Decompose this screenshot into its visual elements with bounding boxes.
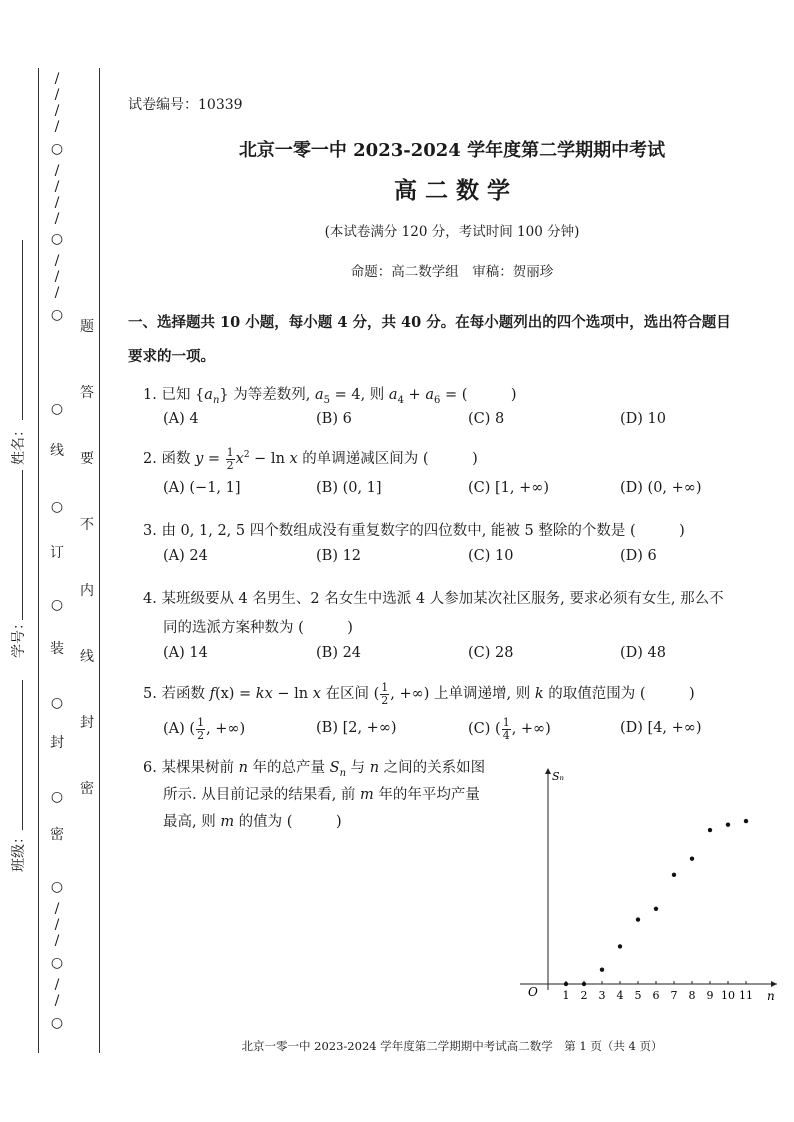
- q1-option-c: (C) 8: [468, 411, 505, 427]
- q3-option-b: (B) 12: [316, 548, 362, 564]
- data-point: [672, 873, 676, 877]
- q2-option-c: (C) [1, +∞): [468, 480, 550, 496]
- data-point: [564, 982, 568, 986]
- x-axis-arrow: [771, 981, 777, 987]
- inner-char-8: 密: [80, 781, 94, 797]
- data-point: [618, 944, 622, 948]
- x-tick-label: 4: [616, 989, 624, 1002]
- q3-option-d: (D) 6: [620, 548, 657, 564]
- x-tick-label: 8: [688, 989, 696, 1002]
- q5-interval-fraction: $\frac{1}{2}$: [381, 681, 389, 707]
- data-point: [708, 828, 712, 832]
- exam-code: 试卷编号：10339: [128, 97, 243, 113]
- subject-title: 高 二 数 学: [393, 177, 511, 204]
- question-1: 1. 已知 $\{a_n\}$ 为等差数列, $a_5 = 4$, 则 $a_4 + a_6$ = ( ): [143, 387, 517, 406]
- q5-option-c: (C) ( $\frac{1}{4}$ , +∞): [468, 716, 551, 742]
- inner-char-1: 题: [80, 319, 94, 335]
- page-footer: 北京一零一中 2023-2024 学年度第二学期期中考试高二数学 第 1 页（共 4 页）: [241, 1039, 663, 1053]
- class-field-label: 班级：: [11, 830, 27, 872]
- x-tick-label: 7: [670, 989, 678, 1002]
- question-4-line1: 4. 某班级要从 4 名男生、2 名女生中选派 4 人参加某次社区服务, 要求必须有女生, 那么不: [143, 591, 724, 607]
- exam-title: 北京一零一中 2023-2024 学年度第二学期期中考试: [238, 140, 666, 161]
- inner-char-3: 要: [80, 451, 94, 467]
- question-6-line2: 所示. 从目前记录的结果看, 前 m 年的年平均产量: [163, 787, 480, 803]
- question-5: 5. 若函数 f(x) = kx − ln x 在区间 ( $\frac{1}{2}$ , +∞) 上单调递增, 则 k 的取值范围为 ( ): [143, 681, 695, 707]
- x-axis-label: n: [767, 989, 775, 1003]
- data-point: [582, 982, 586, 986]
- q4-option-a: (A) 14: [163, 645, 208, 661]
- x-tick-label: 11: [739, 989, 753, 1002]
- outer-char-2: 订: [50, 545, 64, 561]
- q5-option-b: (B) [2, +∞): [316, 720, 397, 736]
- data-point: [726, 822, 730, 826]
- class-field-line[interactable]: [22, 680, 23, 830]
- q1-option-b: (B) 6: [316, 411, 352, 427]
- outer-char-5: 密: [50, 827, 64, 843]
- inner-char-2: 答: [80, 385, 94, 401]
- x-tick-label: 6: [652, 989, 660, 1002]
- data-point: [654, 907, 658, 911]
- inner-char-6: 线: [80, 649, 94, 665]
- x-tick-label: 9: [706, 989, 714, 1002]
- yield-scatter-chart: [515, 762, 785, 1007]
- data-point: [600, 967, 604, 971]
- inner-char-4: 不: [80, 517, 94, 533]
- binding-line-inner: [99, 68, 100, 1053]
- question-6-line1: 6. 某棵果树前 n 年的总产量 $S_n$ 与 n 之间的关系如图: [143, 760, 486, 779]
- student-id-field-label: 学号：: [11, 616, 27, 658]
- q5-option-d: (D) [4, +∞): [620, 720, 702, 736]
- question-6-line3: 最高, 则 m 的值为 ( ): [163, 814, 342, 830]
- question-2: 2. 函数 y = $\frac{1}{2}$ $x^2 - \ln x$ 的单调递减区间为 ( ): [143, 446, 478, 472]
- question-3: 3. 由 0, 1, 2, 5 四个数组成没有重复数字的四位数中, 能被 5 整除的个数是 ( ): [143, 523, 685, 539]
- q1-option-a: (A) 4: [163, 411, 199, 427]
- q2-fraction: $\frac{1}{2}$: [226, 446, 234, 472]
- question-4-line2: 同的选派方案种数为 ( ): [163, 620, 353, 636]
- x-tick-label: 2: [580, 989, 588, 1002]
- outer-char-4: 封: [50, 735, 64, 751]
- binding-line-outer: [38, 68, 39, 1053]
- q4-option-b: (B) 24: [316, 645, 362, 661]
- outer-char-1: 线: [50, 443, 64, 459]
- q3-option-c: (C) 10: [468, 548, 514, 564]
- origin-label: O: [528, 985, 538, 999]
- section1-heading-line2: 要求的一项。: [128, 348, 215, 365]
- exam-authors: 命题：高二数学组 审稿：贺丽珍: [350, 264, 554, 280]
- q2-option-b: (B) (0, 1]: [316, 480, 382, 496]
- data-point: [636, 917, 640, 921]
- section1-heading-line1: 一、选择题共 10 小题，每小题 4 分，共 40 分。在每小题列出的四个选项中，选出符合题目: [128, 314, 731, 331]
- student-id-field-line[interactable]: [22, 470, 23, 620]
- data-point: [744, 819, 748, 823]
- x-tick-label: 3: [598, 989, 606, 1002]
- y-axis-arrow: [545, 768, 551, 774]
- x-tick-label: 5: [634, 989, 642, 1002]
- x-tick-label: 10: [721, 989, 735, 1002]
- binding-notice-column: [78, 320, 96, 800]
- q2-option-d: (D) (0, +∞): [620, 480, 702, 496]
- q2-option-a: (A) (−1, 1]: [163, 480, 241, 496]
- y-axis-label: Sₙ: [552, 770, 564, 783]
- q4-option-c: (C) 28: [468, 645, 514, 661]
- q3-option-a: (A) 24: [163, 548, 208, 564]
- q4-option-d: (D) 48: [620, 645, 666, 661]
- q1-option-d: (D) 10: [620, 411, 666, 427]
- x-tick-label: 1: [562, 989, 570, 1002]
- q5-option-a: (A) ( $\frac{1}{2}$ , +∞): [163, 716, 246, 742]
- outer-char-3: 装: [50, 641, 64, 657]
- exam-info: (本试卷满分 120 分，考试时间 100 分钟): [324, 224, 580, 240]
- binding-circles-column: / / / / ○ / / / / ○ / / / ○ ○ 线 ○ 订 ○ 装 ○ 封 ○ 密 ○ / / / ○ / / ○: [50, 71, 64, 1031]
- data-point: [690, 856, 694, 860]
- inner-char-5: 内: [80, 583, 94, 599]
- inner-char-7: 封: [80, 715, 94, 731]
- name-field-label: 姓名：: [11, 423, 27, 465]
